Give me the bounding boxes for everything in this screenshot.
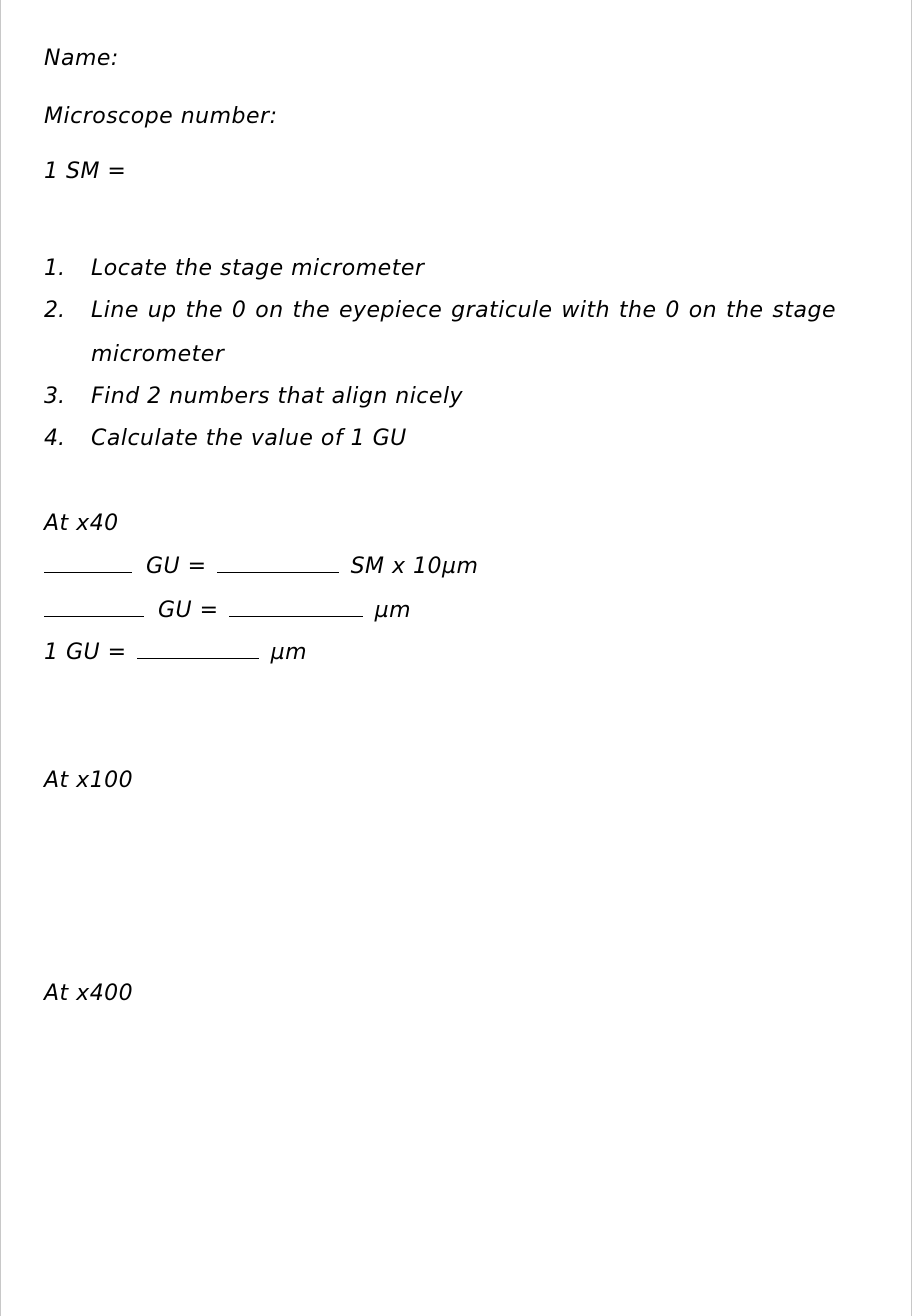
- unit-label: µm: [270, 640, 308, 665]
- blank-line[interactable]: [137, 640, 259, 659]
- microscope-number-label: Microscope number:: [44, 104, 278, 129]
- step-text: Calculate the value of 1 GU: [91, 426, 407, 451]
- calc-row-1: [44, 554, 478, 580]
- step-number: 2.: [44, 298, 65, 323]
- step-number: 3.: [44, 384, 65, 409]
- blank-line[interactable]: [44, 554, 132, 573]
- gu-equals-label: GU =: [146, 554, 207, 579]
- step-number: 1.: [44, 256, 65, 281]
- step-text: Locate the stage micrometer: [91, 256, 425, 281]
- step-text-continuation: micrometer: [91, 342, 225, 367]
- sm-value-label: 1 SM =: [44, 159, 127, 184]
- blank-line[interactable]: [44, 598, 144, 617]
- gu-equals-label: GU =: [158, 598, 219, 623]
- unit-label: µm: [374, 598, 412, 623]
- section-heading-x40: At x40: [44, 511, 119, 536]
- section-heading-x100: At x100: [44, 768, 134, 793]
- blank-line[interactable]: [217, 554, 339, 573]
- step-text: Find 2 numbers that align nicely: [91, 384, 464, 409]
- unit-label: SM x 10µm: [350, 554, 479, 579]
- step-number: 4.: [44, 426, 65, 451]
- calc-row-2: [44, 598, 411, 624]
- name-label: Name:: [44, 46, 119, 71]
- calc-row-3: [44, 640, 307, 666]
- one-gu-equals-label: 1 GU =: [44, 640, 127, 665]
- blank-line[interactable]: [229, 598, 363, 617]
- step-text: Line up the 0 on the eyepiece graticule with the 0 on the stage: [91, 298, 836, 323]
- section-heading-x400: At x400: [44, 981, 134, 1006]
